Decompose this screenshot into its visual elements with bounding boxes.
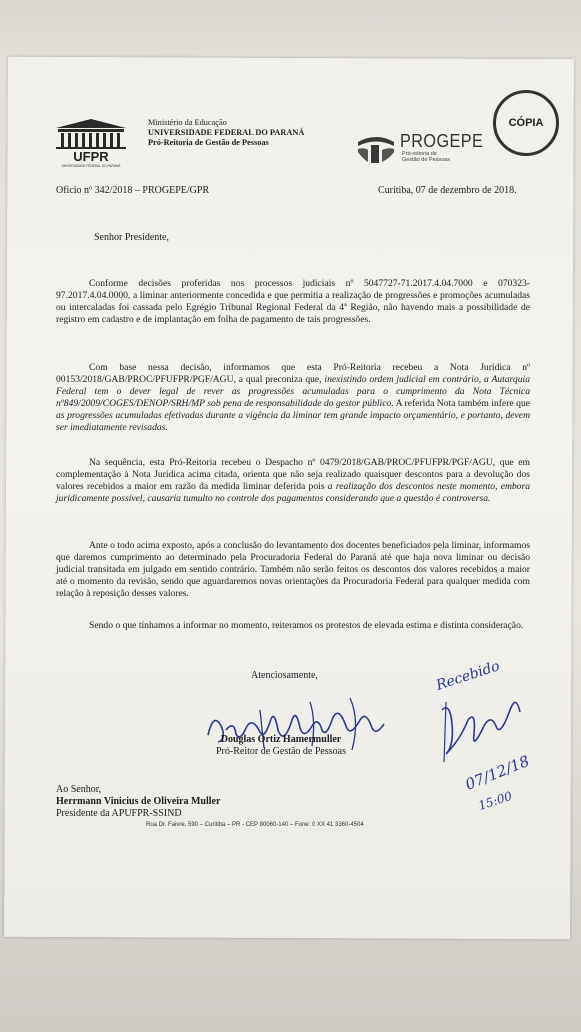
- recipient-to-line: Ao Senhor,: [56, 784, 102, 795]
- paragraph-2-italic-d: as progressões acumuladas efetivadas durante a vigência da liminar tem grande impacto orçamentário, e portanto, devem ser imediatamente revisadas.: [56, 410, 530, 433]
- department-name: Pró-Reitoria de Gestão de Pessoas: [148, 138, 269, 147]
- recipient-role: Presidente da APUFPR-SSIND: [56, 808, 182, 819]
- paragraph-1: Conforme decisões proferidas nos processos judiciais nº 5047727-71.2017.4.04.7000 e 070323-97.2017.4.04.0000, a liminar anteriormente concedida e que permitia a realização de progressões e promoções acumuladas ou intercaladas foi cassada pelo Egrégio Tribunal Regional Federal da 4ª Região, não havendo mais a possibilidade de registro em cadastro e de implantação em folha de pagamento de tais progressões.: [56, 278, 530, 325]
- signer-role: Pró-Reitor de Gestão de Pessoas: [216, 746, 346, 757]
- recipient-name: Herrmann Vinicius de Oliveira Muller: [56, 796, 221, 807]
- progepe-name: PROGEPE: [400, 131, 484, 151]
- university-name: UNIVERSIDADE FEDERAL DO PARANÁ: [148, 128, 305, 137]
- document-date: Curitiba, 07 de dezembro de 2018.: [378, 185, 517, 196]
- recipient-block: [56, 784, 220, 820]
- document-reference: Ofício nº 342/2018 – PROGEPE/GPR: [56, 185, 210, 196]
- signer-name: Douglas Ortiz Hamermuller: [220, 734, 342, 745]
- copy-stamp: CÓPIA: [493, 90, 559, 156]
- paragraph-5: Sendo o que tínhamos a informar no momento, reiteramos os protestos de elevada estima e distinta consideração.: [89, 620, 524, 631]
- handwritten-date: 07/12/18: [462, 751, 532, 794]
- paragraph-3-italic-b: a realização dos descontos neste momento, embora juridicamente possível, causaria tumulto no controle dos pagamentos considerando que a questão é controversa.: [56, 481, 531, 504]
- ufpr-logo-text: UFPR: [73, 149, 109, 164]
- paragraph-3: [56, 457, 530, 505]
- handwritten-time: 15:00: [476, 788, 514, 813]
- ministry-name: Ministério da Educação: [148, 118, 227, 127]
- paragraph-2-text-c: A referida Nota também infere que: [395, 398, 531, 409]
- ufpr-logo: [50, 118, 132, 168]
- institution-header: [148, 118, 304, 148]
- salutation: Senhor Presidente,: [94, 232, 169, 243]
- paragraph-4: Ante o todo acima exposto, após a conclusão do levantamento dos docentes beneficiados pela liminar, informamos que daremos cumprimento ao determinado pela Procuradoria Federal do Paraná até que haja nova liminar ou decisão judicial transitada em julgado em sentido contrário. Também não serão feitos os descontos dos valores recebidos a maior até o momento da revisão, sendo que aguardaremos novas orientações da Procuradoria Federal para qualquer medida com relação à reposição desses valores.: [56, 540, 530, 599]
- footer-address: Rua Dr. Faivre, 590 – Curitiba – PR - CEP 80060-140 – Fone: 0 XX 41 3360-4504: [146, 822, 364, 828]
- handwritten-received: Recebido: [434, 658, 502, 694]
- handwritten-receipt: [420, 650, 540, 820]
- progepe-subtitle: [402, 151, 450, 163]
- progepe-subtitle-line-2: Gestão de Pessoas: [402, 157, 451, 163]
- paragraph-2-text-a: Com base nessa decisão, informamos que esta Pró-Reitoria recebeu a Nota Jurídica nº 00153/2018/GAB/PROC/PFUFPR/PGF/AGU, a qual preconiza que,: [56, 362, 530, 385]
- paragraph-2-italic-b: inexistindo ordem judicial em contrário, a Autarquia Federal tem o dever legal de rever as progressões acumuladas para o cumprimento da Nota Técnica nº849/2009/COGES/DENOP/SRH/MP sob pena de responsabilidade do gestor público.: [56, 374, 530, 409]
- paragraph-3-text-a: Na sequência, esta Pró-Reitoria recebeu o Despacho nº 0479/2018/GAB/PROC/PFUFPR/PGF/AGU, que em complementação à Nota Jurídica acima citada, orienta que não seja realizado quaisquer descontos para a devolução dos valores recebidos a maior em razão da medida liminar deferida pois: [56, 457, 530, 492]
- ufpr-logo-subtext: UNIVERSIDADE FEDERAL DO PARANÁ: [61, 164, 121, 168]
- closing: Atenciosamente,: [251, 670, 318, 681]
- paragraph-2: [56, 362, 530, 434]
- signature-block: [216, 734, 346, 758]
- progepe-subtitle-line-1: Pró-reitoria de: [402, 151, 437, 157]
